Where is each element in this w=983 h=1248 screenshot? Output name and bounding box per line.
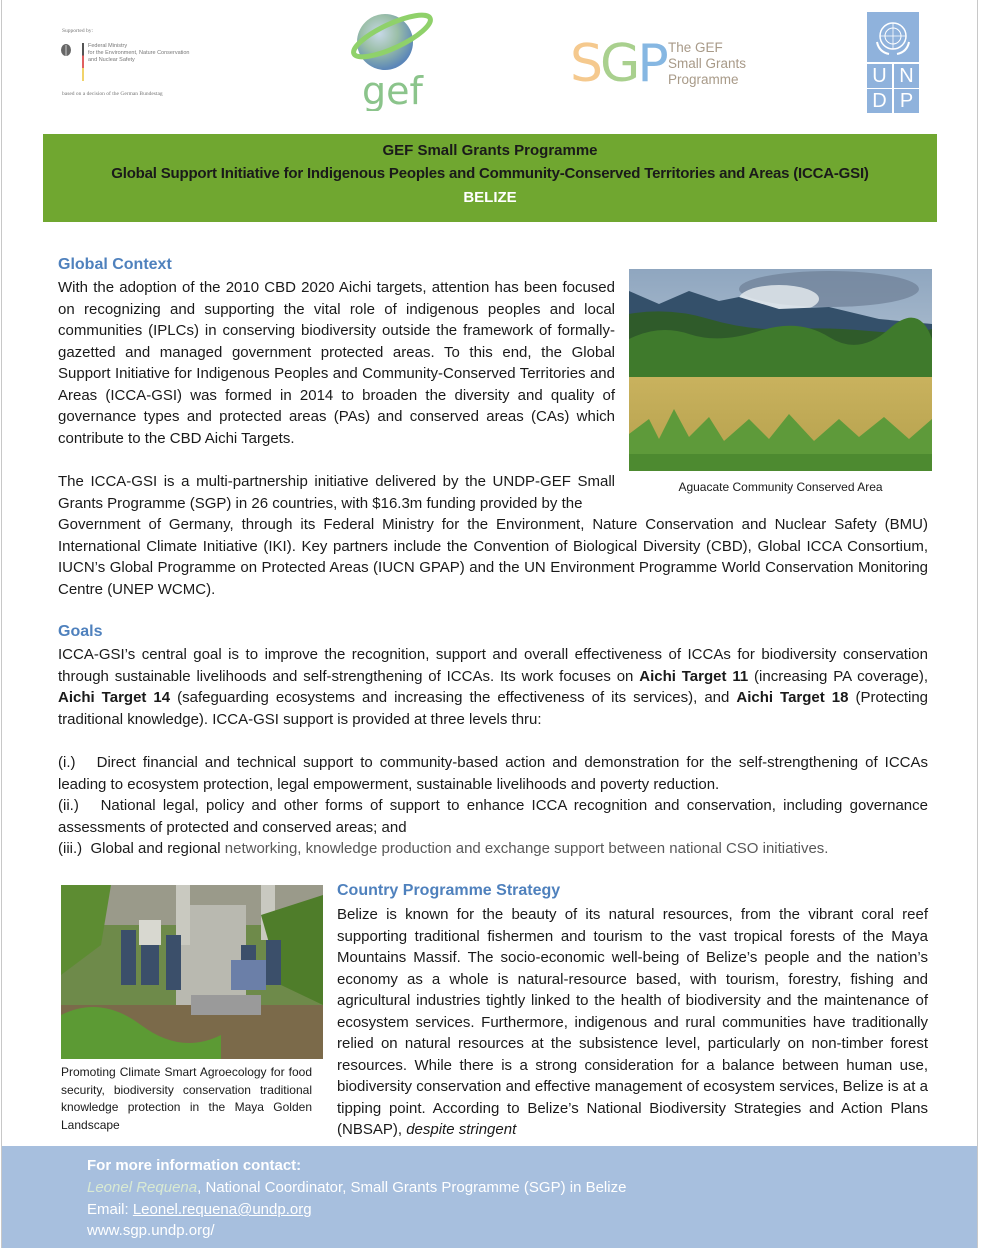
aichi-target-11: Aichi Target 11 [639, 667, 749, 685]
footer-email-line [87, 1201, 312, 1218]
sgp-tag-line: Small Grants [668, 56, 747, 71]
goals-level-2 [58, 795, 928, 838]
agroecology-photo-caption: Promoting Climate Smart Agroecology for food security, biodiversity conservation traditional knowledge protection in the Maya Golden Landscape [61, 1065, 312, 1132]
level-text: National legal, policy and other forms of support to enhance ICCA recognition and conservation, including governance assessments of protected and conserved areas; and [58, 797, 928, 836]
country-strategy-heading: Country Programme Strategy [337, 882, 561, 899]
level-text-gray: networking, knowledge production and exchange support between national CSO initiatives. [224, 840, 829, 857]
footer-contact [87, 1179, 626, 1196]
page-border-left [1, 0, 2, 1248]
page-border-right [977, 0, 978, 1248]
gef-wordmark: gef [362, 69, 423, 111]
country-strategy-paragraph [337, 904, 928, 1141]
un-emblem-icon [867, 12, 919, 62]
sgp-letter-g: G [600, 34, 638, 94]
undp-letter-u: U [867, 64, 892, 88]
contact-role: , National Coordinator, Small Grants Programme (SGP) in Belize [197, 1179, 627, 1196]
aguacate-photo [629, 269, 932, 471]
contact-name: Leonel Requena [87, 1179, 198, 1196]
gef-globe-icon [348, 6, 438, 111]
goals-heading: Goals [58, 623, 103, 640]
federal-eagle-icon [60, 44, 72, 57]
goals-intro [58, 644, 928, 730]
gef-logo [348, 6, 438, 111]
goals-text: (safeguarding ecosystems and increasing the effectiveness of its services), and [170, 689, 737, 706]
level-text: Direct financial and technical support to community-based action and demonstration for the self-strengthening of ICCAs leading to ecosystem protection, legal empowerment, sustainable livelihoods and poverty reduction. [58, 754, 928, 793]
undp-letter-n: N [894, 64, 919, 88]
contact-footer [2, 1146, 977, 1248]
goals-level-1 [58, 752, 928, 795]
german-flag-stripe [82, 43, 84, 81]
undp-letter-d: D [867, 89, 892, 113]
sgp-letter-p: P [637, 34, 666, 94]
sgp-tagline [668, 40, 746, 88]
global-context-paragraph-2-top: The ICCA-GSI is a multi-partnership initiative delivered by the UNDP-GEF Small Grants Programme (SGP) in 26 countries, with $16.3m funding provided by the [58, 473, 615, 512]
strategy-text-italic: despite stringent [406, 1121, 517, 1138]
email-link[interactable]: Leonel.requena@undp.org [132, 1201, 312, 1218]
aichi-target-14: Aichi Target 14 [58, 689, 171, 706]
sgp-tag-line: Programme [668, 72, 739, 87]
undp-letter-p: P [894, 89, 919, 113]
sgp-letter-s: S [570, 34, 601, 94]
level-marker: (i.) [58, 754, 76, 771]
goals-text: ICCA-GSI’s central goal is to improve the recognition, support and overall effectiveness of ICCAs for biodiversity conservation through sustainable livelihoods and self-strengthening of ICCAs. Its work focuses on [58, 646, 928, 685]
sgp-tag-line: The GEF [668, 40, 723, 55]
goals-text: (Protecting traditional knowledge). ICCA-GSI support is provided at three levels thru: [58, 689, 929, 728]
banner-country: BELIZE [463, 189, 517, 206]
bmu-supported-by: Supported by: [62, 28, 94, 34]
level-marker: (ii.) [58, 797, 79, 814]
strategy-text: Belize is known for the beauty of its natural resources, from the vibrant coral reef supporting traditional fishermen and tourism to the vast tropical forests of the Maya Mountains Massif. The socio-economic well-being of Belize’s people and the nation’s economy as a whole is natural-resource based, with tourism, forestry, fishing and agricultural industries tightly linked to the health of biodiversity and the maintenance of ecosystem services. Furthermore, indigenous and rural communities have traditionally relied on natural resources at the subsistence level, particularly on non-timber forest resources. While there is a strong consideration for a balance between human use, biodiversity conservation and effective management of ecosystem services, Belize is at a tipping point. According to Belize’s National Biodiversity Strategies and Action Plans (NBSAP), [337, 906, 928, 1138]
aichi-target-18: Aichi Target 18 [736, 689, 849, 706]
aguacate-photo-caption: Aguacate Community Conserved Area [678, 480, 883, 494]
bmu-line: and Nuclear Safety [88, 57, 135, 63]
global-context-paragraph-1: With the adoption of the 2010 CBD 2020 Aichi targets, attention has been focused on recognizing and supporting the vital role of indigenous peoples and local communities (IPLCs) in conserving biodiversity outside the framework of formally-gazetted and managed government protected areas. To this end, the Global Support Initiative for Indigenous Peoples and Community-Conserved Territories and Areas (ICCA-GSI) was formed in 2014 to broaden the diversity and quality of governance types and protected areas (PAs) and conserved areas (CAs) which contribute to the CBD Aichi Targets. [58, 279, 615, 447]
banner-programme-title: GEF Small Grants Programme [382, 142, 598, 159]
undp-logo [867, 12, 919, 113]
title-banner [43, 134, 937, 222]
global-context-heading: Global Context [58, 256, 172, 273]
sgp-logo [570, 34, 760, 94]
banner-initiative-title: Global Support Initiative for Indigenous Peoples and Community-Conserved Territories and Areas (ICCA-GSI) [111, 165, 869, 182]
bmu-line: for the Environment, Nature Conservation [88, 50, 190, 56]
goals-text: (increasing PA coverage), [748, 667, 929, 685]
email-label: Email: [87, 1201, 133, 1218]
bmu-ministry-name [88, 43, 190, 64]
bmu-logo [58, 26, 208, 104]
agroecology-photo [61, 885, 323, 1059]
sgp-letters [570, 34, 666, 94]
website-link[interactable]: www.sgp.undp.org/ [87, 1222, 215, 1239]
level-marker: (iii.) [58, 840, 83, 857]
global-context-paragraph-2-rest: Government of Germany, through its Federal Ministry for the Environment, Nature Conservation and Nuclear Safety (BMU) International Climate Initiative (IKI). Key partners include the Convention of Biological Diversity (CBD), Global ICCA Consortium, IUCN’s Global Programme on Protected Areas (IUCN GPAP) and the UN Environment Programme World Conservation Monitoring Centre (UNEP WCMC). [58, 516, 928, 598]
level-text: Global and regional [90, 840, 225, 857]
goals-level-3 [58, 838, 928, 860]
footer-heading: For more information contact: [87, 1157, 302, 1174]
bmu-decision: based on a decision of the German Bundestag [62, 91, 163, 97]
bmu-line: Federal Ministry [88, 43, 128, 49]
